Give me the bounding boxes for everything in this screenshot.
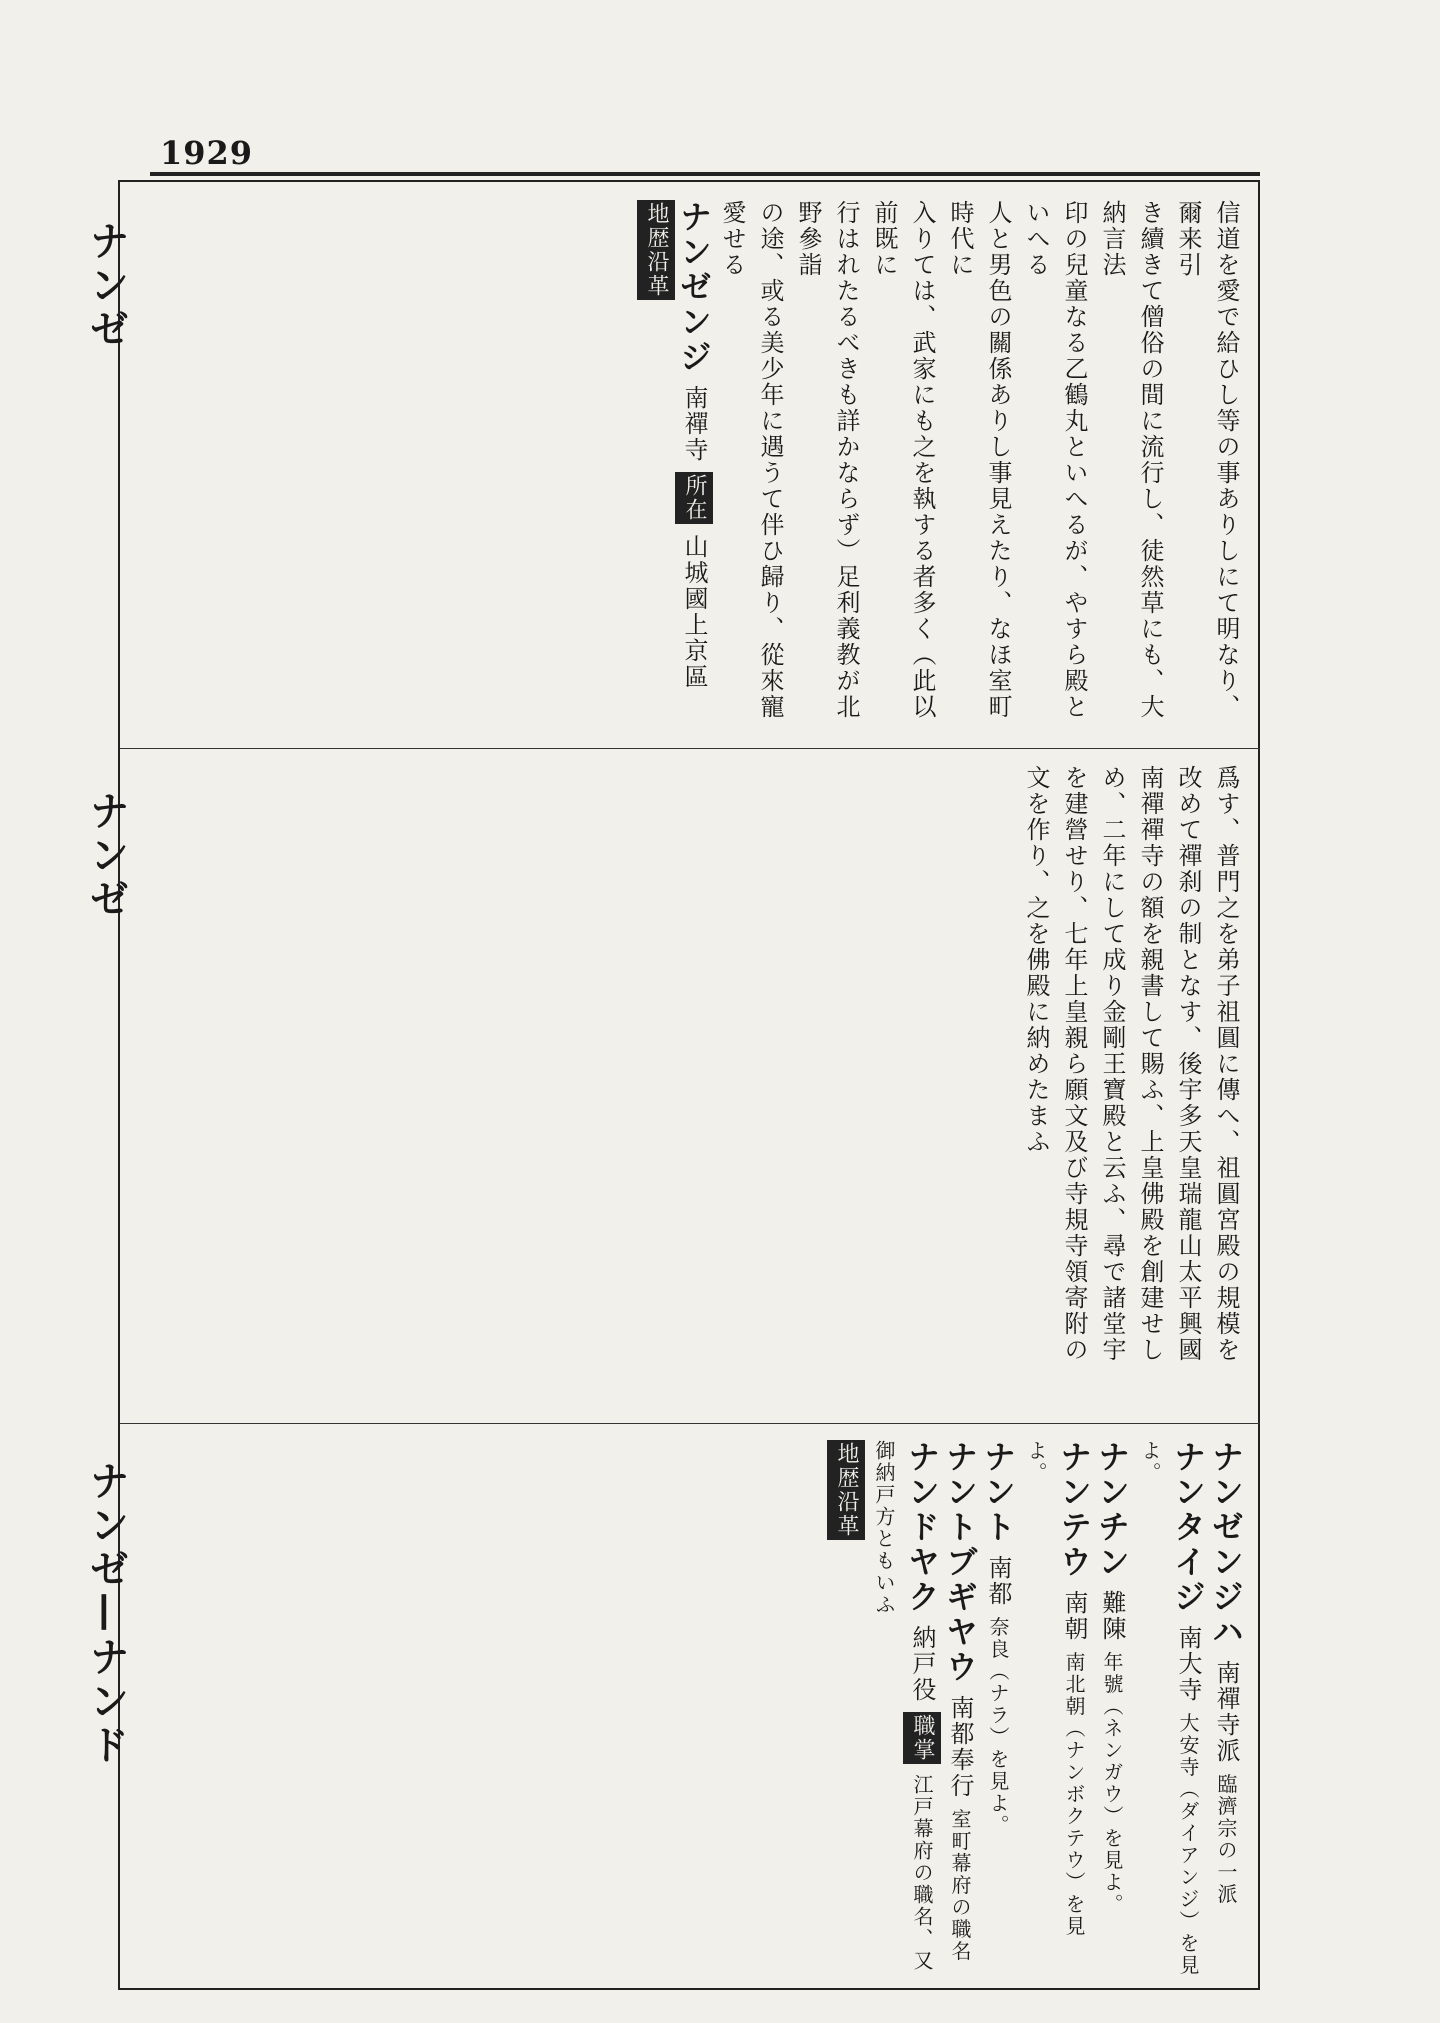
margin-header: ナンゼ — [83, 220, 130, 352]
text-column: 改めて禪刹の制となす、後宇多天皇瑞龍山太平興國 — [1174, 765, 1202, 1363]
entry-description: 大安寺（ダイアンジ）を見よ。 — [1138, 1440, 1200, 1977]
entry-title: ナンゼンジハ — [1207, 1440, 1245, 1650]
entry-kanji: 南禪寺派 — [1212, 1659, 1240, 1764]
text-column: 信道を愛で給ひし等の事ありしにて明なり、爾来引 — [1174, 200, 1240, 720]
dictionary-entry — [1207, 1440, 1245, 1980]
entry-description: 奈良（ナラ）を見よ。 — [986, 1616, 1010, 1837]
band-divider — [120, 1423, 1260, 1424]
entry-kanji: 南都 — [984, 1554, 1012, 1607]
entry-description: 室町幕府の職名 — [948, 1808, 972, 1963]
entry-title: ナンチン — [1093, 1440, 1131, 1580]
margin-header: ナンゼ—ナンド — [83, 1460, 130, 1768]
entry-description: 南北朝（ナンボクテウ）を見よ。 — [1024, 1440, 1086, 1938]
band-bottom — [140, 1440, 1245, 1980]
text-column — [827, 1440, 865, 1980]
text-column — [637, 200, 675, 730]
entry-location: 山城國上京區 — [680, 533, 708, 690]
top-rule — [150, 172, 1260, 176]
entry-heading — [675, 200, 713, 730]
entry-kanji: 難陳 — [1098, 1589, 1126, 1642]
job-label: 職掌 — [903, 1712, 941, 1764]
entry-kanji: 南朝 — [1060, 1589, 1088, 1642]
entry-description: 臨濟宗の一派 — [1214, 1773, 1238, 1906]
text-column: 人と男色の關係ありし事見えたり、なほ室町時代に — [946, 200, 1012, 720]
entry-title: ナント — [979, 1440, 1017, 1545]
band-divider — [120, 748, 1260, 749]
history-label: 地歴沿革 — [637, 200, 675, 300]
text-column: 南禪禪寺の額を親書して賜ふ、上皇佛殿を創建せし — [1136, 765, 1164, 1363]
location-label: 所在 — [675, 472, 713, 524]
band-top — [140, 200, 1245, 730]
entry-kanji: 南大寺 — [1174, 1624, 1202, 1703]
dictionary-entry — [1093, 1440, 1131, 1980]
entry-title: ナンドヤク — [903, 1440, 941, 1615]
text-column: 行はれたるべきも詳かならず）足利義教が北野參詣 — [794, 200, 860, 720]
entry-title: ナンゼンジ — [675, 200, 713, 375]
dictionary-entry — [941, 1440, 979, 1980]
text-column: 文を作り、之を佛殿に納めたまふ — [1022, 765, 1050, 1155]
text-column: め、二年にして成り金剛王寶殿と云ふ、尋で諸堂宇 — [1098, 765, 1126, 1363]
history-label: 地歴沿革 — [827, 1440, 865, 1540]
text-column: 入りては、武家にも之を執する者多く（此以前既に — [870, 200, 936, 720]
dictionary-entry — [865, 1440, 941, 1980]
text-column: 爲す、普門之を弟子祖圓に傳へ、祖圓宮殿の規模を — [1212, 765, 1240, 1363]
page-number: 1929 — [160, 134, 254, 172]
entry-title: ナントブギヤウ — [941, 1440, 979, 1685]
entry-kanji: 納戸役 — [908, 1624, 936, 1703]
dictionary-entry — [1131, 1440, 1207, 1980]
text-column: き續きて僧俗の間に流行し、徒然草にも、大納言法 — [1098, 200, 1164, 720]
text-column: の途、或る美少年に遇うて伴ひ歸り、從來寵愛せる — [718, 200, 784, 720]
entry-title: ナンタイジ — [1169, 1440, 1207, 1615]
dictionary-entry — [1017, 1440, 1093, 1980]
margin-header: ナンゼ — [83, 790, 130, 922]
entry-description: 年號（ネンガウ）を見よ。 — [1100, 1651, 1124, 1916]
dictionary-entry — [979, 1440, 1017, 1980]
text-column: 印の兒童なる乙鶴丸といへるが、やすら殿といへる — [1022, 200, 1088, 720]
entry-sect: 南禪寺 — [680, 384, 708, 463]
entry-description: 江戸幕府の職名、又御納戸方ともいふ — [872, 1440, 934, 1972]
text-column: を建營せり、七年上皇親ら願文及び寺規寺領寄附の — [1060, 765, 1088, 1363]
entry-title: ナンテウ — [1055, 1440, 1093, 1580]
band-middle — [140, 765, 1245, 1405]
entry-kanji: 南都奉行 — [946, 1694, 974, 1799]
